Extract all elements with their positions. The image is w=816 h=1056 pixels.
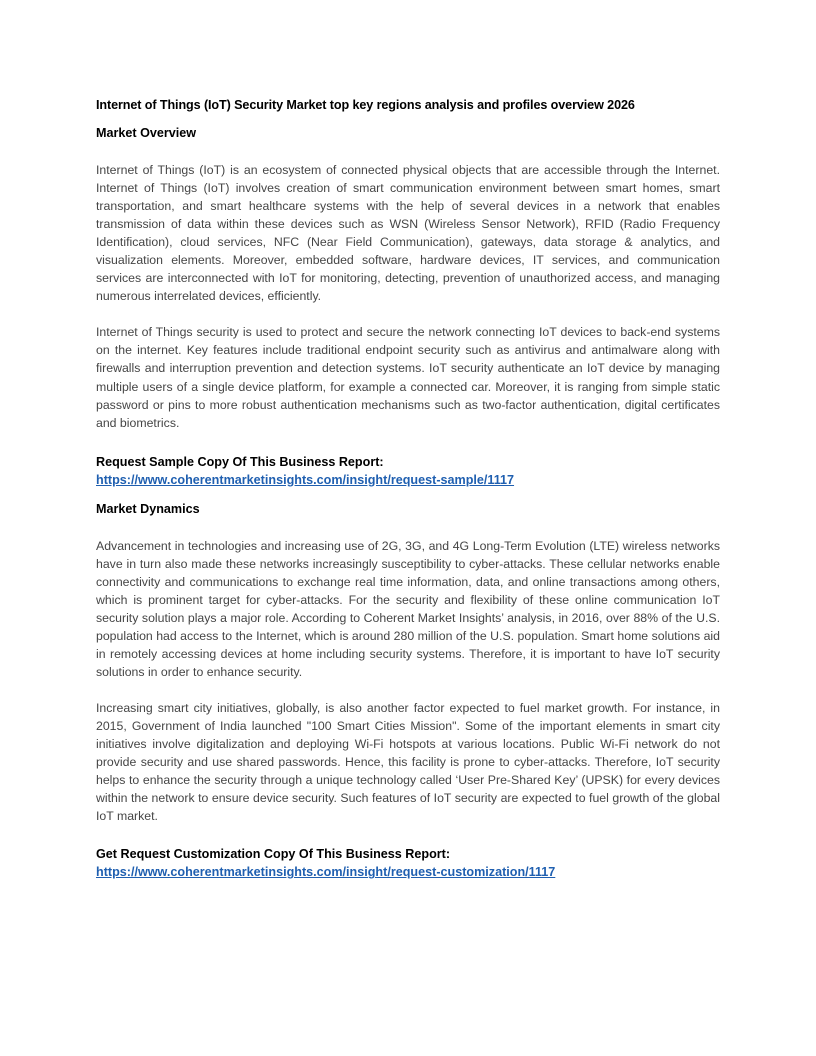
customization-request-label: Get Request Customization Copy Of This Business Report: — [96, 847, 451, 862]
paragraph-overview-1: Internet of Things (IoT) is an ecosystem of connected physical objects that are accessible through the Internet. Internet of Things (IoT) involves creation of smart communication environment between smart homes, smart transportation, and smart healthcare systems with the help of several devices in a network that enables transmission of data within these devices such as WSN (Wireless Sensor Network), RFID (Radio Frequency Identification), cloud services, NFC (Near Field Communication), gateways, data storage & analytics, and visualization elements. Moreover, embedded software, hardware devices, IT services, and communication services are interconnected with IoT for monitoring, detecting, prevention of unauthorized access, and managing numerous interrelated devices, efficiently. — [96, 163, 720, 304]
paragraph-dynamics-2: Increasing smart city initiatives, globally, is also another factor expected to fuel market growth. For instance, in 2015, Government of India launched "100 Smart Cities Mission". Some of the important elements in smart city initiatives involve digitalization and deploying Wi-Fi hotspots at various locations. Public Wi-Fi network do not provide security and use shared passwords. Hence, this facility is prone to cyber-attacks. Therefore, IoT security helps to enhance the security through a unique technology called ‘User Pre-Shared Key’ (UPSK) for every devices within the network to ensure device security. Such features of IoT security are expected to fuel growth of the global IoT market. — [96, 701, 720, 824]
customization-request-link[interactable]: https://www.coherentmarketinsights.com/insight/request-customization/1117 — [96, 865, 556, 880]
sample-request-block — [96, 453, 720, 501]
sample-request-label: Request Sample Copy Of This Business Report: — [96, 454, 384, 469]
document-title: Internet of Things (IoT) Security Market top key regions analysis and profiles overview 2026 — [96, 98, 635, 112]
section-heading-dynamics: Market Dynamics — [96, 501, 200, 516]
paragraph-dynamics-1: Advancement in technologies and increasing use of 2G, 3G, and 4G Long-Term Evolution (LTE) wireless networks have in turn also made these networks increasingly susceptibility to cyber-attacks. These cellular networks enable connectivity and communications to exchange real time information, data, and online transactions among others, which is prominent target for cyber-attacks. For the security and flexibility of these online communication IoT security solution plays a major role. According to Coherent Market Insights’ analysis, in 2016, over 88% of the U.S. population had access to the Internet, which is around 280 million of the U.S. population. Smart home solutions aid in remotely accessing devices at home including security systems. Therefore, it is important to have IoT security solutions in order to enhance security. — [96, 538, 720, 679]
sample-request-link[interactable]: https://www.coherentmarketinsights.com/insight/request-sample/1117 — [96, 472, 515, 487]
paragraph-overview-2: Internet of Things security is used to protect and secure the network connecting IoT devices to back-end systems on the internet. Key features include traditional endpoint security such as antivirus and antimalware along with firewalls and interruption prevention and detection systems. IoT security authenticate an IoT device by managing multiple users of a single device platform, for example a connected car. Moreover, it is ranging from simple static password or pins to more robust authentication mechanisms such as two-factor authentication, digital certificates and biometrics. — [96, 325, 720, 430]
customization-request-block — [96, 845, 720, 893]
section-heading-overview: Market Overview — [96, 126, 197, 140]
